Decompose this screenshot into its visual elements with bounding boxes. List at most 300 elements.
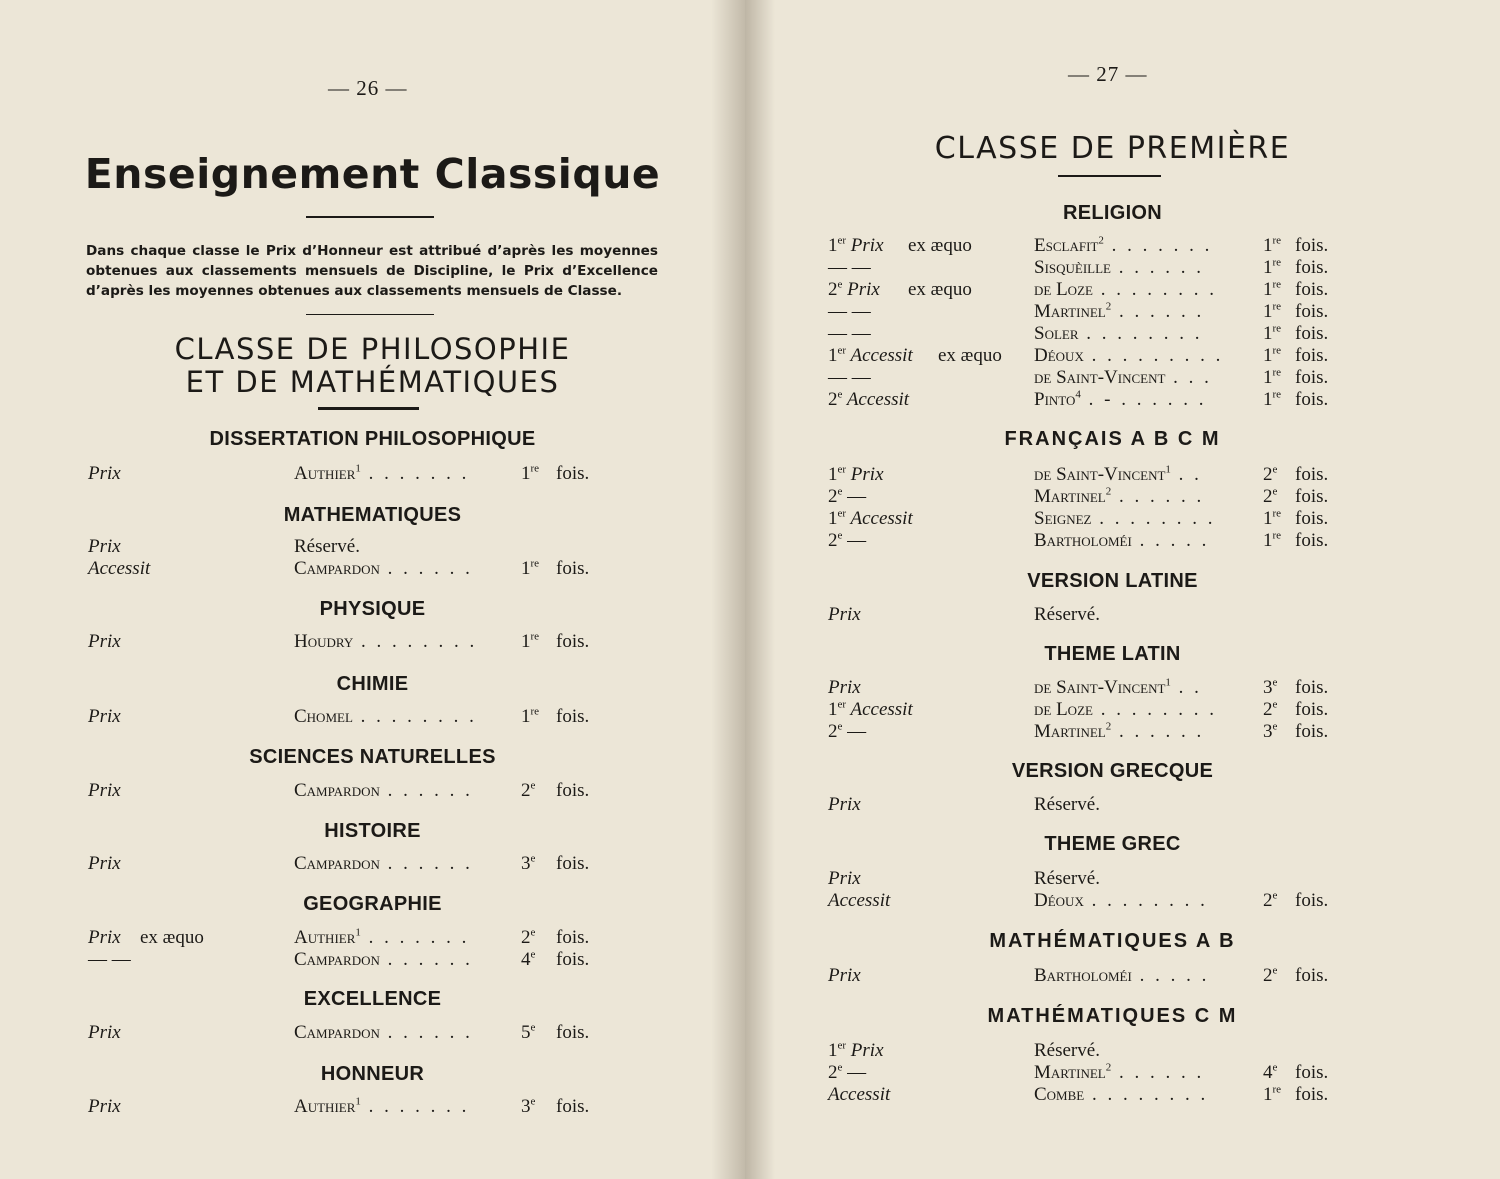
times-number: 2e xyxy=(1263,964,1278,986)
times-word: fois. xyxy=(1295,1084,1329,1105)
award-label xyxy=(88,949,131,971)
student-name-text: Martinel xyxy=(1034,301,1106,322)
times-count xyxy=(1263,1062,1277,1084)
times-word: fois. xyxy=(1295,677,1329,698)
section-heading: DISSERTATION PHILOSOPHIQUE xyxy=(209,428,536,450)
times-count xyxy=(521,558,539,580)
award-label xyxy=(828,604,861,626)
student-name xyxy=(294,536,360,558)
times-number: 1re xyxy=(1263,529,1282,551)
rank-number: 1er xyxy=(828,344,847,366)
times-number: 1re xyxy=(1263,234,1282,256)
times-count xyxy=(521,706,539,728)
award-label xyxy=(88,536,121,558)
student-name-text: de Loze xyxy=(1034,699,1093,720)
times-number: 1re xyxy=(1263,366,1282,388)
times-word: fois. xyxy=(1295,721,1329,742)
student-name xyxy=(294,949,473,971)
award-type: — xyxy=(847,1062,867,1083)
times-suffix: e xyxy=(1272,720,1278,733)
student-name xyxy=(1034,699,1217,721)
award-type: Prix xyxy=(88,706,121,727)
times-number: 1re xyxy=(1263,322,1282,344)
times-count xyxy=(1263,323,1281,345)
times-number: 1re xyxy=(521,630,540,652)
award-label xyxy=(828,677,861,699)
times-number: 1re xyxy=(1263,1083,1282,1105)
award-row xyxy=(0,536,745,558)
student-name xyxy=(294,853,473,875)
times-word: fois. xyxy=(556,927,590,948)
times-word: fois. xyxy=(556,631,590,652)
times-word: fois. xyxy=(1295,965,1329,986)
intro-paragraph: Dans chaque classe le Prix d’Honneur est attribué d’après les moyennes obtenues aux classements mensuels de Discipline, le Prix d’Excellence d’après les moyennes obtenues aux classements mensuels de Classe. xyxy=(86,243,658,299)
award-label xyxy=(828,890,890,912)
ex-aequo-label: ex æquo xyxy=(140,927,204,948)
section-heading: MATHÉMATIQUES A B xyxy=(989,930,1236,952)
student-name xyxy=(1034,890,1208,912)
footnote-mark: 1 xyxy=(355,926,361,939)
times-word: fois. xyxy=(556,780,590,801)
award-type: Prix xyxy=(850,1040,884,1061)
award-row xyxy=(745,486,1500,508)
rank-number: 2e xyxy=(828,278,843,300)
times-suffix: e xyxy=(530,926,536,939)
times-suffix: re xyxy=(1272,322,1282,335)
footnote-mark: 2 xyxy=(1105,720,1112,733)
rank-suffix: e xyxy=(837,278,843,291)
award-row xyxy=(745,699,1500,721)
rank-suffix: e xyxy=(837,388,843,401)
student-name-text: Authier xyxy=(294,463,356,484)
award-row xyxy=(745,464,1500,486)
times-word: fois. xyxy=(556,853,590,874)
section-heading: CHIMIE xyxy=(336,673,409,695)
times-word: fois. xyxy=(1295,1062,1329,1083)
footnote-mark: 2 xyxy=(1105,485,1112,498)
student-name xyxy=(1034,530,1209,552)
times-count xyxy=(1263,890,1277,912)
times-suffix: e xyxy=(1272,1061,1278,1074)
rank-suffix: er xyxy=(837,344,847,357)
student-name-text: de Saint-Vincent xyxy=(1034,677,1166,698)
section-heading: FRANÇAIS A B C M xyxy=(1004,428,1221,450)
section-heading: VERSION LATINE xyxy=(1027,570,1198,592)
footnote-mark: 2 xyxy=(1098,234,1104,247)
right-page xyxy=(745,0,1500,1179)
times-count xyxy=(1263,530,1281,552)
times-number: 2e xyxy=(521,779,536,801)
student-name xyxy=(294,1096,469,1118)
award-label xyxy=(88,927,121,949)
award-type: Prix xyxy=(88,1022,121,1043)
award-label xyxy=(828,1084,890,1106)
times-count xyxy=(1263,345,1281,367)
award-label xyxy=(828,323,871,345)
award-row xyxy=(745,721,1500,743)
student-name xyxy=(1034,604,1100,626)
times-suffix: e xyxy=(530,852,536,865)
class-title-rule xyxy=(1058,175,1161,177)
award-label xyxy=(828,530,866,552)
class-title-rule xyxy=(318,407,419,410)
page-number: — 27 — xyxy=(1068,62,1148,86)
times-count xyxy=(521,631,539,653)
rank-suffix: er xyxy=(837,463,847,476)
times-suffix: e xyxy=(1272,485,1278,498)
leader-dots: . . . . . xyxy=(1131,530,1210,551)
rank-number: 2e xyxy=(828,485,843,507)
student-name-text: Esclafit xyxy=(1034,235,1099,256)
student-name-text: Chomel xyxy=(294,706,353,727)
award-row xyxy=(0,949,745,971)
section-heading: HONNEUR xyxy=(320,1063,425,1085)
footnote-mark: 1 xyxy=(355,1095,361,1108)
student-name-text: Campardon xyxy=(294,853,380,874)
award-label xyxy=(828,486,866,508)
award-type: — — xyxy=(828,367,871,388)
student-name xyxy=(1034,235,1212,257)
student-name xyxy=(1034,301,1204,323)
times-word: fois. xyxy=(556,706,590,727)
section-heading: GEOGRAPHIE xyxy=(303,893,442,915)
leader-dots: . . . . . . . . xyxy=(1092,699,1217,720)
times-number: 4e xyxy=(1263,1061,1278,1083)
divider xyxy=(306,314,434,315)
award-type: Accessit xyxy=(828,1084,891,1105)
footnote-mark: 1 xyxy=(355,462,361,475)
award-label xyxy=(828,965,861,987)
times-number: 1re xyxy=(1263,344,1282,366)
times-suffix: re xyxy=(530,630,540,643)
footnote-mark: 1 xyxy=(1165,676,1171,689)
leader-dots: . . . xyxy=(1165,367,1212,388)
award-type: — — xyxy=(828,323,871,344)
section-heading: MATHEMATIQUES xyxy=(283,504,462,526)
award-label xyxy=(828,868,861,890)
times-count xyxy=(521,1096,535,1118)
award-label xyxy=(88,1022,121,1044)
award-row xyxy=(0,1096,745,1118)
leader-dots: . . . . . . . . xyxy=(1092,279,1217,300)
times-suffix: re xyxy=(1272,507,1282,520)
award-type: — — xyxy=(88,949,131,970)
times-word: fois. xyxy=(1295,279,1329,300)
award-row xyxy=(745,868,1500,890)
section-heading: SCIENCES NATURELLES xyxy=(249,746,496,768)
section-heading: THEME GREC xyxy=(1044,833,1181,855)
student-name-text: de Loze xyxy=(1034,279,1093,300)
award-type: Accessit xyxy=(846,389,910,410)
award-row xyxy=(745,794,1500,816)
times-word: fois. xyxy=(1295,235,1329,256)
leader-dots: . . . . . . xyxy=(379,558,473,579)
student-name xyxy=(294,780,473,802)
student-name xyxy=(1034,279,1217,301)
student-name xyxy=(1034,323,1203,345)
award-row xyxy=(745,235,1500,257)
class-title-line-1: CLASSE DE PHILOSOPHIE xyxy=(174,332,571,366)
award-row xyxy=(745,301,1500,323)
student-name-text: Seignez xyxy=(1034,508,1092,529)
ex-aequo-label: ex æquo xyxy=(908,279,972,300)
leader-dots: . . . . . . . xyxy=(1103,235,1213,256)
times-count xyxy=(1263,699,1277,721)
award-row xyxy=(745,965,1500,987)
student-name-text: Martinel xyxy=(1034,486,1106,507)
times-count xyxy=(1263,257,1281,279)
times-number: 1re xyxy=(521,462,540,484)
leader-dots: . . . . . . xyxy=(1111,486,1205,507)
rank-suffix: er xyxy=(837,698,847,711)
times-count xyxy=(1263,279,1281,301)
times-count xyxy=(521,463,539,485)
award-type: — — xyxy=(828,301,871,322)
rank-number: 2e xyxy=(828,1061,843,1083)
leader-dots: . . . . . . . xyxy=(360,927,470,948)
leader-dots: . . . . . . xyxy=(1111,301,1205,322)
leader-dots: . . . . . . xyxy=(379,1022,473,1043)
rank-suffix: e xyxy=(837,720,843,733)
times-number: 3e xyxy=(1263,676,1278,698)
times-number: 2e xyxy=(1263,889,1278,911)
student-name xyxy=(1034,721,1204,743)
times-word: fois. xyxy=(1295,301,1329,322)
award-row xyxy=(745,279,1500,301)
award-row xyxy=(745,1084,1500,1106)
award-row xyxy=(0,780,745,802)
rank-number: 2e xyxy=(828,529,843,551)
award-label xyxy=(828,257,871,279)
leader-dots: . . . . . . xyxy=(379,949,473,970)
award-row xyxy=(745,677,1500,699)
student-name-text: Soler xyxy=(1034,323,1079,344)
times-suffix: e xyxy=(1272,676,1278,689)
award-label xyxy=(88,853,121,875)
award-row xyxy=(0,1022,745,1044)
footnote-mark: 2 xyxy=(1105,1061,1112,1074)
times-suffix: e xyxy=(1272,889,1278,902)
award-label xyxy=(828,235,884,257)
award-row xyxy=(745,389,1500,411)
times-suffix: e xyxy=(530,948,536,961)
leader-dots: . . . . . . . . xyxy=(1084,1084,1209,1105)
ex-aequo-label: ex æquo xyxy=(908,235,972,256)
award-type: Prix xyxy=(850,235,884,256)
award-type: Prix xyxy=(828,868,861,889)
student-name xyxy=(294,706,477,728)
student-name-text: Martinel xyxy=(1034,721,1106,742)
student-name-text: de Saint-Vincent xyxy=(1034,367,1166,388)
award-type: Prix xyxy=(88,853,121,874)
student-name-text: Déoux xyxy=(1034,890,1084,911)
times-word: fois. xyxy=(1295,389,1329,410)
student-name xyxy=(1034,1062,1204,1084)
award-row xyxy=(745,1040,1500,1062)
award-row xyxy=(745,257,1500,279)
times-number: 2e xyxy=(1263,698,1278,720)
student-name xyxy=(294,558,473,580)
rank-number: 1er xyxy=(828,698,847,720)
times-word: fois. xyxy=(556,949,590,970)
leader-dots: . . . . . . xyxy=(379,853,473,874)
section-heading: HISTOIRE xyxy=(324,820,421,842)
times-word: fois. xyxy=(556,1096,590,1117)
award-type: Accessit xyxy=(850,699,913,720)
award-row xyxy=(0,631,745,653)
award-type: Prix xyxy=(828,794,861,815)
award-type: Prix xyxy=(828,677,861,698)
times-word: fois. xyxy=(1295,367,1329,388)
times-suffix: re xyxy=(1272,366,1282,379)
times-count xyxy=(521,853,535,875)
leader-dots: . . . . . . . . xyxy=(1083,890,1208,911)
award-row xyxy=(0,706,745,728)
times-word: fois. xyxy=(1295,323,1329,344)
student-name xyxy=(1034,508,1216,530)
student-name-text: Bartholoméi xyxy=(1034,530,1132,551)
times-suffix: re xyxy=(1272,256,1282,269)
student-name xyxy=(1034,367,1212,389)
award-type: — xyxy=(847,530,867,551)
award-label xyxy=(88,463,121,485)
page-title: Enseignement Classique xyxy=(84,150,661,198)
leader-dots: . . xyxy=(1170,464,1202,485)
times-suffix: e xyxy=(530,1095,536,1108)
award-type: Prix xyxy=(88,536,121,557)
times-suffix: re xyxy=(1272,529,1282,542)
leader-dots: . . . . . . xyxy=(1111,1062,1205,1083)
rank-suffix: e xyxy=(837,529,843,542)
award-type: Prix xyxy=(88,927,121,948)
title-ornament xyxy=(306,216,434,218)
student-name xyxy=(1034,464,1202,486)
leader-dots: . . xyxy=(1170,677,1202,698)
page-number: — 26 — xyxy=(328,76,408,100)
student-name-text: Sisquèille xyxy=(1034,257,1111,278)
section-heading: MATHÉMATIQUES C M xyxy=(987,1005,1238,1027)
times-count xyxy=(1263,965,1277,987)
times-word: fois. xyxy=(1295,464,1329,485)
times-count xyxy=(1263,301,1281,323)
student-name xyxy=(1034,389,1206,411)
student-name-text: Réservé. xyxy=(1034,604,1100,625)
times-suffix: e xyxy=(1272,964,1278,977)
times-number: 3e xyxy=(521,1095,536,1117)
times-count xyxy=(1263,677,1277,699)
award-row xyxy=(745,1062,1500,1084)
rank-suffix: e xyxy=(837,1061,843,1074)
award-label xyxy=(828,721,866,743)
rank-number: 1er xyxy=(828,507,847,529)
award-type: Prix xyxy=(828,965,861,986)
student-name xyxy=(1034,1040,1100,1062)
times-number: 1re xyxy=(1263,278,1282,300)
award-type: Accessit xyxy=(88,558,151,579)
footnote-mark: 2 xyxy=(1105,300,1112,313)
times-number: 2e xyxy=(1263,463,1278,485)
times-suffix: e xyxy=(530,779,536,792)
student-name-text: Réservé. xyxy=(294,536,360,557)
times-word: fois. xyxy=(1295,486,1329,507)
award-row xyxy=(745,530,1500,552)
times-suffix: re xyxy=(1272,344,1282,357)
award-label xyxy=(828,279,880,301)
student-name-text: Réservé. xyxy=(1034,868,1100,889)
times-suffix: e xyxy=(1272,463,1278,476)
student-name-text: de Saint-Vincent xyxy=(1034,464,1166,485)
award-type: Prix xyxy=(88,463,121,484)
leader-dots: . . . . . . . . xyxy=(1078,323,1203,344)
footnote-mark: 4 xyxy=(1075,388,1081,401)
student-name-text: Bartholoméi xyxy=(1034,965,1132,986)
award-label xyxy=(828,464,884,486)
student-name-text: Authier xyxy=(294,927,356,948)
award-type: Prix xyxy=(88,1096,121,1117)
rank-suffix: er xyxy=(837,1039,847,1052)
student-name-text: Campardon xyxy=(294,949,380,970)
award-type: Prix xyxy=(847,279,880,300)
student-name xyxy=(1034,677,1202,699)
award-row xyxy=(0,927,745,949)
class-title xyxy=(0,333,745,399)
times-suffix: re xyxy=(530,705,540,718)
award-type: — — xyxy=(828,257,871,278)
times-number: 1re xyxy=(521,705,540,727)
times-word: fois. xyxy=(556,1022,590,1043)
times-count xyxy=(1263,367,1281,389)
times-number: 4e xyxy=(521,948,536,970)
award-type: Prix xyxy=(88,780,121,801)
student-name-text: Martinel xyxy=(1034,1062,1106,1083)
student-name-text: Réservé. xyxy=(1034,794,1100,815)
award-row xyxy=(0,463,745,485)
award-label xyxy=(88,558,150,580)
award-row xyxy=(745,890,1500,912)
times-suffix: re xyxy=(1272,234,1282,247)
award-row xyxy=(745,345,1500,367)
times-suffix: e xyxy=(530,1021,536,1034)
award-row xyxy=(0,558,745,580)
student-name-text: Réservé. xyxy=(1034,1040,1100,1061)
rank-number: 2e xyxy=(828,388,843,410)
rank-suffix: er xyxy=(837,234,847,247)
award-label xyxy=(88,706,121,728)
times-count xyxy=(521,780,535,802)
award-row xyxy=(745,508,1500,530)
award-type: Prix xyxy=(850,464,884,485)
award-label xyxy=(828,1040,884,1062)
student-name-text: Authier xyxy=(294,1096,356,1117)
times-number: 3e xyxy=(521,852,536,874)
rank-number: 1er xyxy=(828,463,847,485)
award-label xyxy=(828,699,913,721)
section-heading: PHYSIQUE xyxy=(319,598,426,620)
left-page xyxy=(0,0,745,1179)
times-number: 1re xyxy=(1263,256,1282,278)
times-suffix: re xyxy=(1272,388,1282,401)
times-count xyxy=(1263,721,1277,743)
rank-number: 1er xyxy=(828,1039,847,1061)
times-suffix: re xyxy=(1272,278,1282,291)
award-label xyxy=(828,794,861,816)
leader-dots: . - . . . . . . xyxy=(1080,389,1207,410)
times-word: fois. xyxy=(1295,530,1329,551)
award-type: Prix xyxy=(88,631,121,652)
times-count xyxy=(1263,235,1281,257)
award-type: — xyxy=(847,721,867,742)
award-label xyxy=(828,508,913,530)
